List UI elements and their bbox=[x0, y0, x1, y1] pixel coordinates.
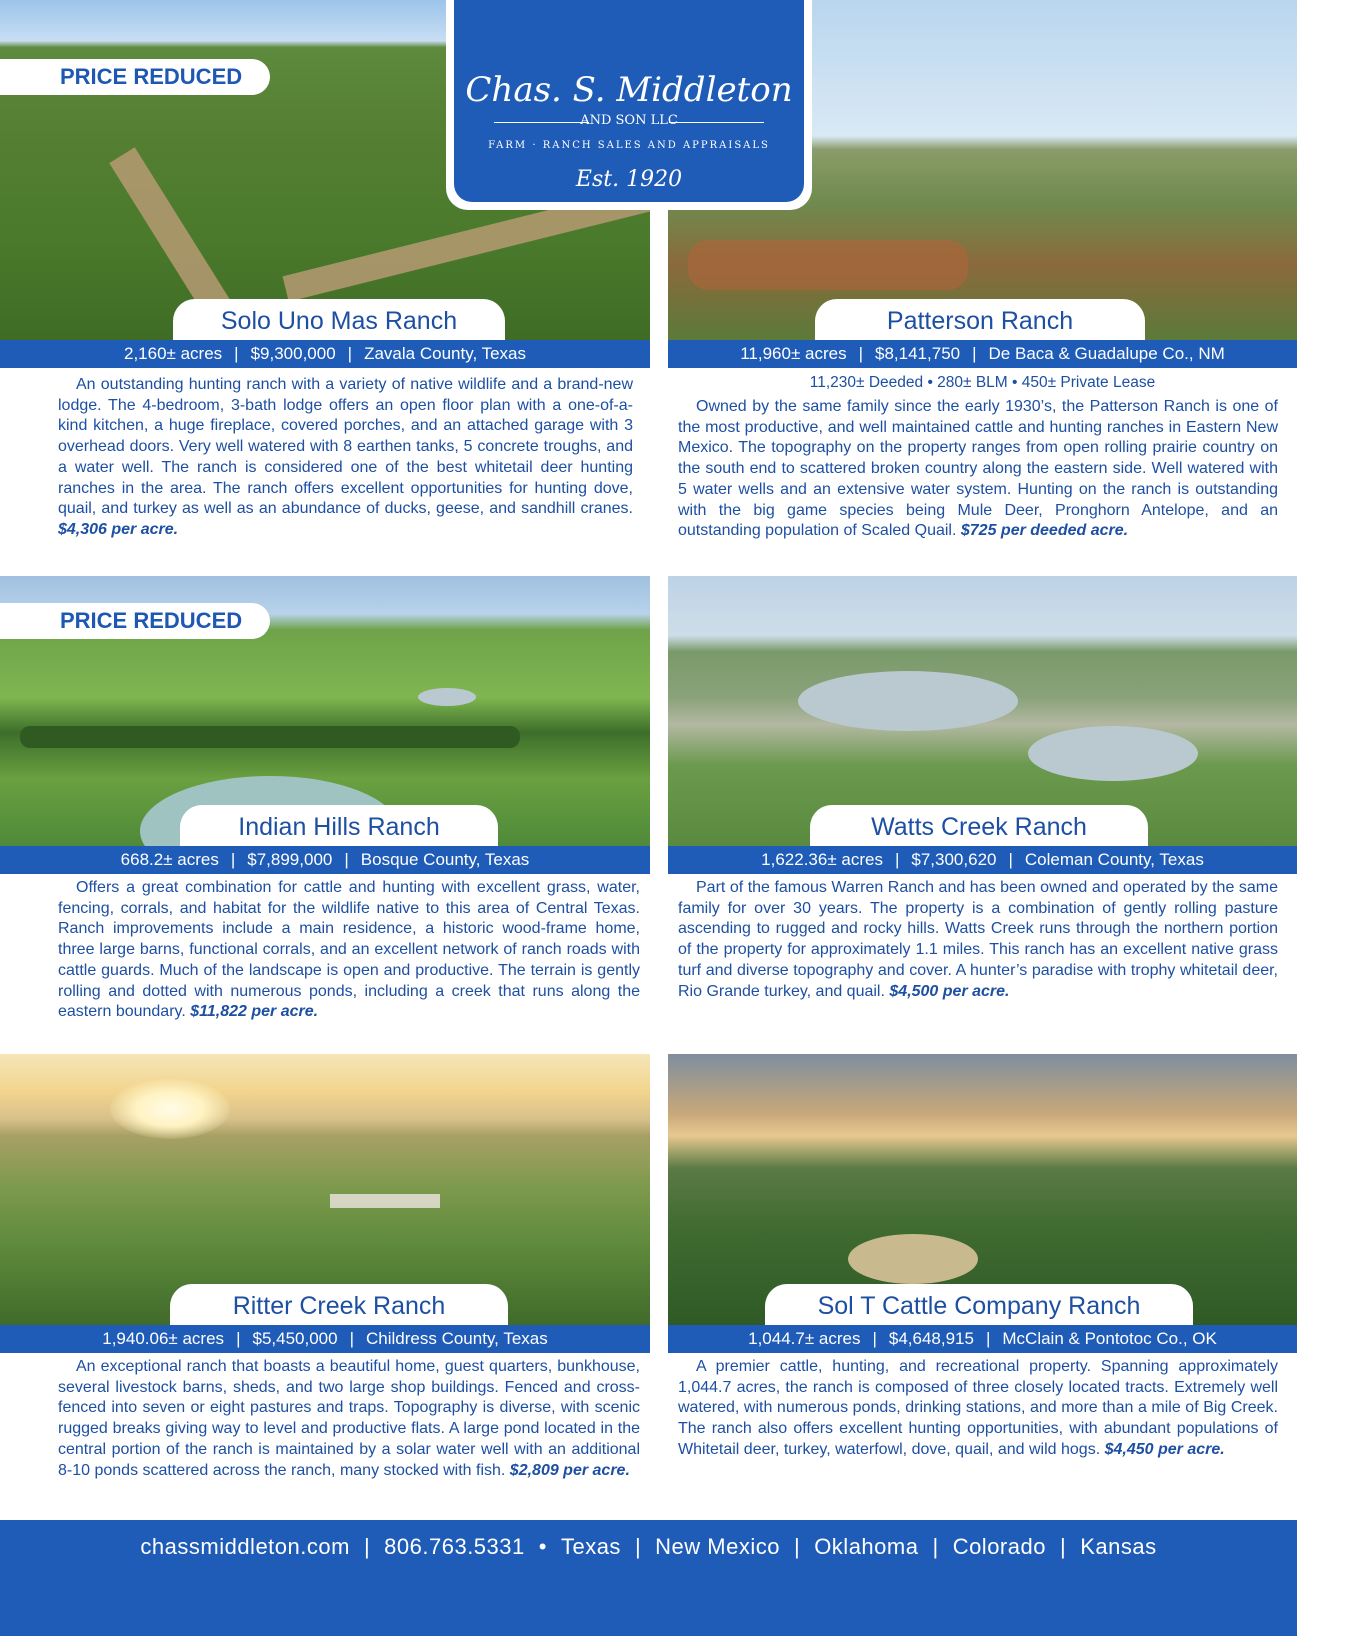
description-text: A premier cattle, hunting, and recreational property. Spanning approximately 1,044.7 acres, the ranch is composed of three closely located tracts. Extremely well watered, with numerous ponds, drinking stations, and more than a mile of Big Creek. The ranch also offers excellent hunting opportunities, with abundant populations of Whitetail deer, turkey, waterfowl, dove, quail, and wild hogs. bbox=[678, 1358, 1278, 1458]
listing-price: $9,300,000 bbox=[250, 344, 336, 363]
listing-description-sol-t-cattle bbox=[678, 1357, 1278, 1461]
price-per-acre: $4,450 per acre. bbox=[1104, 1440, 1225, 1458]
listing-acres: 1,622.36± acres bbox=[761, 850, 883, 869]
logo-tagline: FARM · RANCH SALES AND APPRAISALS bbox=[488, 140, 770, 151]
listing-location: Coleman County, Texas bbox=[1024, 850, 1204, 869]
logo-panel bbox=[454, 0, 804, 202]
listing-acres: 2,160± acres bbox=[123, 344, 223, 363]
listing-acreage-breakdown: 11,230± Deeded • 280± BLM • 450± Private Lease bbox=[809, 374, 1156, 391]
footer-phone[interactable]: 806.763.5331 bbox=[384, 1534, 525, 1559]
listing-price: $5,450,000 bbox=[252, 1329, 338, 1348]
listing-location: De Baca & Guadalupe Co., NM bbox=[988, 344, 1225, 363]
listing-info-bar-watts-creek: 1,622.36± acres | $7,300,620 | Coleman County, Texas bbox=[668, 846, 1297, 874]
listing-description-watts-creek bbox=[678, 878, 1278, 1002]
listing-acres: 668.2± acres bbox=[120, 850, 219, 869]
footer-state-texas: Texas bbox=[560, 1534, 621, 1559]
listing-acres: 1,044.7± acres bbox=[748, 1329, 861, 1348]
listing-location: Zavala County, Texas bbox=[364, 344, 526, 363]
listing-price: $7,300,620 bbox=[911, 850, 997, 869]
footer-contact: chassmiddleton.com | 806.763.5331 • Texas | New Mexico | Oklahoma | Colorado | Kansas bbox=[140, 1534, 1157, 1559]
listing-info-bar-sol-t-cattle: 1,044.7± acres | $4,648,915 | McClain & Pontotoc Co., OK bbox=[668, 1325, 1297, 1353]
listing-price: $4,648,915 bbox=[888, 1329, 974, 1348]
listing-info-bar-ritter-creek: 1,940.06± acres | $5,450,000 | Childress County, Texas bbox=[0, 1325, 650, 1353]
price-per-acre: $4,306 per acre. bbox=[58, 520, 179, 538]
listing-description-solo-uno-mas bbox=[58, 375, 633, 541]
price-reduced-badge-2: PRICE REDUCED bbox=[0, 603, 270, 639]
footer-state-colorado: Colorado bbox=[952, 1534, 1046, 1559]
description-text: An outstanding hunting ranch with a variety of native wildlife and a brand-new lodge. The 4-bedroom, 3-bath lodge offers an open floor plan with a one-of-a-kind kitchen, a huge fireplace, covered porches, and an attached garage with 3 overhead doors. Very well watered with 8 earthen tanks, 5 concrete troughs, and a water well. The ranch is considered one of the best whitetail deer hunting ranches in the area. The ranch offers excellent opportunities for hunting dove, quail, and turkey as well as an abundance of ducks, geese, and sandhill cranes. bbox=[58, 376, 633, 518]
logo-script: Chas. S. Middleton bbox=[465, 70, 793, 110]
listing-info-bar-patterson: 11,960± acres | $8,141,750 | De Baca & Guadalupe Co., NM bbox=[668, 340, 1297, 368]
description-text: Owned by the same family since the early 1930’s, the Patterson Ranch is one of the most productive, and well maintained cattle and hunting ranches in Eastern New Mexico. The topography on the property ranges from open rolling prairie country on the south end to scattered broken country along the eastern side. Well watered with 5 water wells and an extensive water system. Hunting on the ranch is outstanding with the big game species being Mule Deer, Pronghorn Antelope, and an outstanding population of Scaled Quail. bbox=[678, 398, 1278, 540]
price-per-acre: $4,500 per acre. bbox=[889, 982, 1010, 1000]
listing-location: Childress County, Texas bbox=[366, 1329, 548, 1348]
logo-established: Est. 1920 bbox=[575, 167, 683, 192]
price-per-acre: $725 per deeded acre. bbox=[960, 522, 1129, 540]
description-text: Offers a great combination for cattle and hunting with excellent grass, water, fencing, corrals, and habitat for the wildlife native to this area of Central Texas. Ranch improvements include a main residence, a historic wood-frame home, three large barns, functional corrals, and an excellent network of ranch roads with cattle guards. Much of the landscape is open and productive. The terrain is gently rolling and dotted with numerous ponds, including a creek that runs along the eastern boundary. bbox=[58, 879, 640, 1021]
listing-price: $8,141,750 bbox=[875, 344, 961, 363]
price-reduced-badge-1: PRICE REDUCED bbox=[0, 59, 270, 95]
footer-state-oklahoma: Oklahoma bbox=[814, 1534, 919, 1559]
listing-info-bar-solo-uno-mas: 2,160± acres | $9,300,000 | Zavala County, Texas bbox=[0, 340, 650, 368]
footer-bullet: • bbox=[538, 1534, 547, 1559]
listing-info-bar-indian-hills: 668.2± acres | $7,899,000 | Bosque County, Texas bbox=[0, 846, 650, 874]
listing-title-patterson: Patterson Ranch bbox=[815, 299, 1145, 341]
listing-title-ritter-creek: Ritter Creek Ranch bbox=[170, 1284, 508, 1326]
footer-bar bbox=[0, 1520, 1297, 1636]
listing-description-ritter-creek bbox=[58, 1357, 640, 1481]
listing-title-indian-hills: Indian Hills Ranch bbox=[180, 805, 498, 847]
listing-acres: 1,940.06± acres bbox=[102, 1329, 225, 1348]
price-per-acre: $2,809 per acre. bbox=[509, 1461, 630, 1479]
logo bbox=[446, 0, 812, 210]
listing-acres: 11,960± acres bbox=[740, 344, 847, 363]
listing-title-sol-t-cattle: Sol T Cattle Company Ranch bbox=[765, 1284, 1193, 1326]
listing-location: Bosque County, Texas bbox=[360, 850, 530, 869]
listing-price: $7,899,000 bbox=[247, 850, 333, 869]
listing-description-indian-hills bbox=[58, 878, 640, 1023]
listing-location: McClain & Pontotoc Co., OK bbox=[1002, 1329, 1217, 1348]
listing-title-solo-uno-mas: Solo Uno Mas Ranch bbox=[173, 299, 505, 341]
footer-state-kansas: Kansas bbox=[1080, 1534, 1157, 1559]
sun bbox=[110, 1079, 230, 1139]
description-text: Part of the famous Warren Ranch and has been owned and operated by the same family for over 30 years. The property is a combination of gently rolling pasture ascending to rugged and rocky hills. Watts Creek runs through the northern portion of the property for approximately 1.1 miles. This ranch has an excellent native grass turf and diverse topography and cover. A hunter’s paradise with trophy whitetail deer, Rio Grande turkey, and quail. bbox=[678, 879, 1278, 1000]
listing-description-patterson bbox=[678, 397, 1278, 542]
logo-subtitle: AND SON LLC bbox=[580, 113, 678, 128]
description-text: An exceptional ranch that boasts a beautiful home, guest quarters, bunkhouse, several livestock barns, sheds, and two large shop buildings. Fenced and cross-fenced into seven or eight pastures and traps. Topography is diverse, with scenic rugged breaks giving way to level and productive flats. A large pond located in the central portion of the ranch is maintained by a solar water well with an additional 8-10 ponds scattered across the ranch, many stocked with fish. bbox=[58, 1358, 640, 1479]
listing-title-watts-creek: Watts Creek Ranch bbox=[810, 805, 1148, 847]
footer-website[interactable]: chassmiddleton.com bbox=[140, 1534, 350, 1559]
footer-state-new-mexico: New Mexico bbox=[655, 1534, 780, 1559]
price-per-acre: $11,822 per acre. bbox=[190, 1003, 319, 1021]
